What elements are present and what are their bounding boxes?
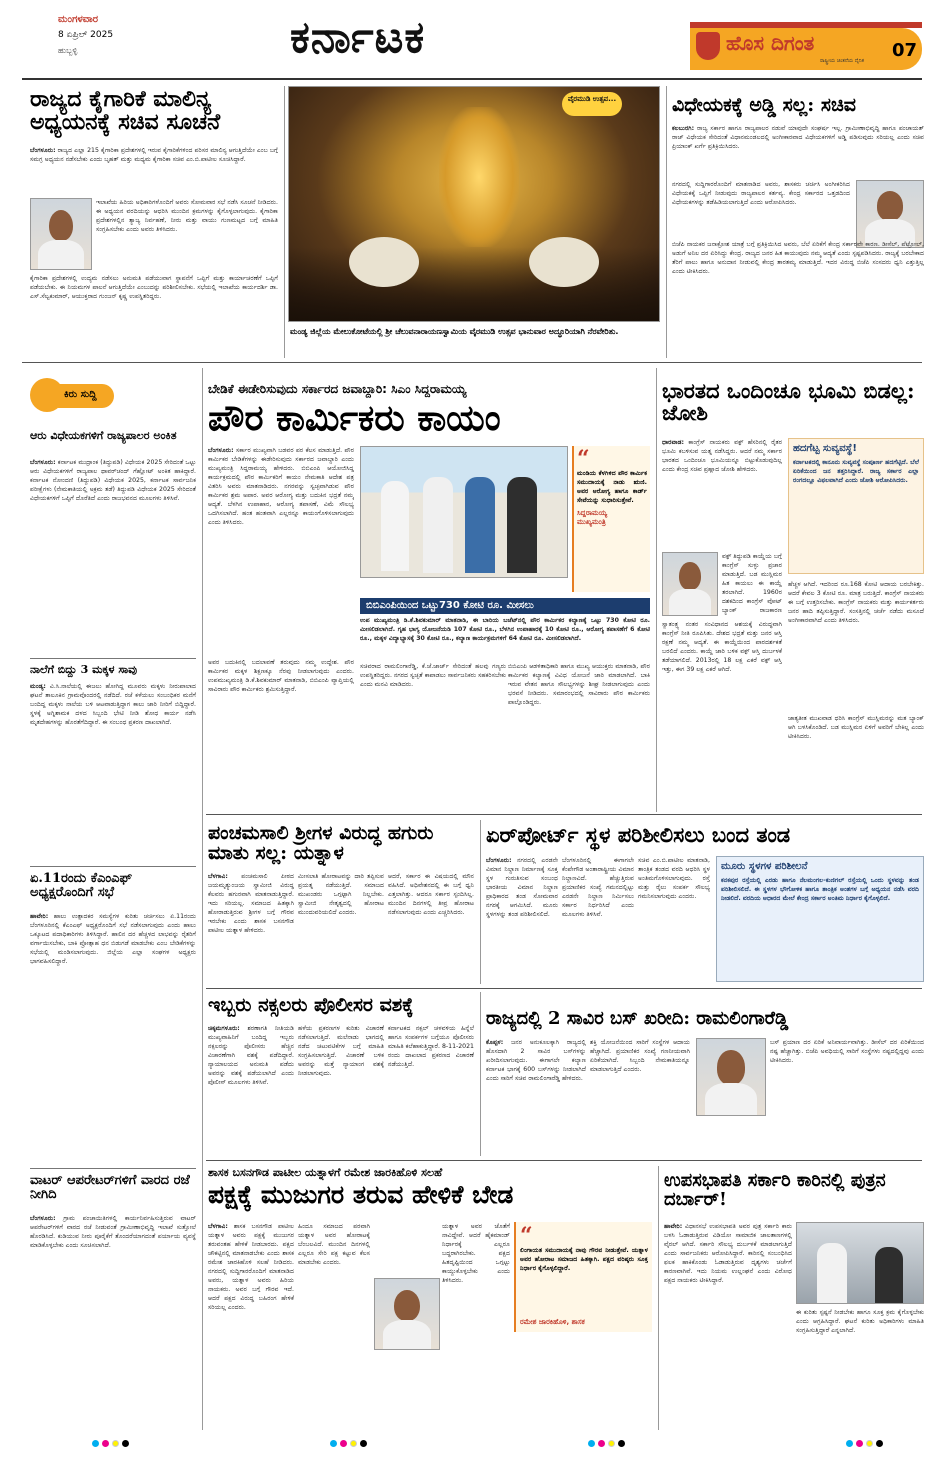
column-divider: [480, 992, 481, 1156]
pourakarmika-kicker: ಬೇಡಿಕೆ ಈಡೇರಿಸುವುದು ಸರ್ಕಾರದ ಜವಾಬ್ದಾರಿ: ಸಿಎಂ ಸಿದ್ದರಾಮಯ್ಯ: [208, 382, 467, 396]
pourakarmika-body-5: ಬಿಬಿಎಂಪಿ ಆಡಳಿತಾಧಿಕಾರಿ ಹಾಗೂ ಮುಖ್ಯ ಆಯುಕ್ತರು ಮಾತನಾಡಿ, ಪೌರ ಕಾರ್ಮಿಕರ ಕಲ್ಯಾಣಕ್ಕೆ ವಿವಿಧ ಯೋಜನೆ ಜಾರಿ ಮಾಡಲಾಗಿದೆ. ಬಾಕಿ ಇರುವ ವೇತನ ಹಾಗೂ ಸೌಲಭ್ಯಗಳನ್ನು ಶೀಘ್ರ ನೀಡಲಾಗುವುದು ಎಂದು ಭರವಸೆ ನೀಡಿದರು. ಸಮಾರಂಭದಲ್ಲಿ ಸಾವಿರಾರು ಪೌರ ಕಾರ್ಮಿಕರು ಪಾಲ್ಗೊಂಡಿದ್ದರು.: [508, 663, 650, 706]
column-divider: [202, 368, 203, 1430]
column-divider: [480, 820, 481, 984]
ceremony-photo: [360, 446, 568, 578]
pourakarmika-body-4: ಸಚಿವರಾದ ರಾಮಲಿಂಗಾರೆಡ್ಡಿ, ಕೆ.ಜೆ.ಜಾರ್ಜ್ ಸೇರಿದಂತೆ ಹಲವು ಗಣ್ಯರು ಉಪಸ್ಥಿತರಿದ್ದರು. ನಗರದ ಸ್ವಚ್ಛತೆ ಕಾಪಾಡಲು ಸಾರ್ವಜನಿಕರು ಸಹಕರಿಸಬೇಕು ಎಂದು ಮನವಿ ಮಾಡಿದರು.: [360, 663, 506, 688]
jarkiholi-photo: [374, 1278, 440, 1350]
bbmp-body: ಉಪ ಮುಖ್ಯಮಂತ್ರಿ ಡಿ.ಕೆ.ಶಿವಕುಮಾರ್ ಮಾತನಾಡಿ, ಈ ಬಾರಿಯ ಬಜೆಟ್‌ನಲ್ಲಿ ಪೌರ ಕಾರ್ಮಿಕರ ಕಲ್ಯಾಣಕ್ಕೆ ಒಟ್ಟು 730 ಕೋಟಿ ರೂ. ಮೀಸಲಿಡಲಾಗಿದೆ. ಗೃಹ ಭಾಗ್ಯ ಯೋಜನೆಯಡಿ 107 ಕೋಟಿ ರೂ., ಬೆಳಗಿನ ಉಪಾಹಾರಕ್ಕೆ 10 ಕೋಟಿ ರೂ., ಆರೋಗ್ಯ ತಪಾಸಣೆಗೆ 6 ಕೋಟಿ ರೂ., ಮಕ್ಕಳ ವಿದ್ಯಾಭ್ಯಾಸಕ್ಕೆ 30 ಕೋಟಿ ರೂ., ಕಲ್ಯಾಣ ಕಾರ್ಯಕ್ರಮಗಳಿಗೆ 64 ಕೋಟಿ ರೂ. ಮೀಸಲಿಡಲಾಗಿದೆ.: [360, 617, 650, 642]
item-rule: [30, 658, 196, 659]
jarkiholi-quote: ಲಿಂಗಾಯತ ಸಮುದಾಯಕ್ಕೆ ನಾವು ಗೌರವ ನೀಡುತ್ತೇವೆ. ಯತ್ನಾಳ ಅವರ ಹೋರಾಟ ಸಮಾಜದ ಹಿತಕ್ಕಾಗಿ. ಪಕ್ಷದ ವರಿಷ್ಠರು ಸೂಕ್ತ ನಿರ್ಧಾರ ಕೈಗೊಳ್ಳಲಿದ್ದಾರೆ.: [520, 1247, 648, 1272]
naxals-body-2: ಹಳೆಯ ಪ್ರಕರಣಗಳ ಕುರಿತು ವಿಚಾರಣೆ ನಡೆಸಲಾಗುತ್ತಿದೆ. ಮಲೆನಾಡು ಭಾಗದಲ್ಲಿ ನಡೆದ ಚಟುವಟಿಕೆಗಳ ಬಗ್ಗೆ ಮಾಹಿತಿ ಸಂಗ್ರಹಿಸಲಾಗುತ್ತಿದೆ. ವಿಚಾರಣೆ ಬಳಿಕ ಅವರನ್ನು ಮತ್ತೆ ನ್ಯಾಯಾಂಗ ವಶಕ್ಕೆ ನೀಡಲಾಗುವುದು.: [298, 1025, 384, 1077]
ramalingareddy-photo: [696, 1038, 766, 1116]
column-divider: [666, 86, 667, 358]
item-rule: [30, 1168, 196, 1169]
industry-headline: ರಾಜ್ಯದ ಕೈಗಾರಿಕೆ ಮಾಲಿನ್ಯ ಅಧ್ಯಯನಕ್ಕೆ ಸಚಿವ ಸೂಚನೆ: [30, 86, 221, 136]
bus-headline: ರಾಜ್ಯದಲ್ಲಿ 2 ಸಾವಿರ ಬಸ್ ಖರೀದಿ: ರಾಮಲಿಂಗಾರೆಡ್ಡಿ: [486, 1008, 789, 1029]
issue-day: ಮಂಗಳವಾರ: [58, 14, 99, 25]
cm-quote-by: ಸಿದ್ದರಾಮಯ್ಯ: [577, 509, 608, 517]
industry-body-1: ಬೆಂಗಳೂರು: ರಾಜ್ಯದ ಎಲ್ಲಾ 215 ಕೈಗಾರಿಕಾ ಪ್ರದೇಶಗಳಲ್ಲಿ ಇರುವ ಕೈಗಾರಿಕೆಗಳಿಂದ ಪರಿಸರ ಮಾಲಿನ್ಯ ಆಗುತ್ತಿದೆಯೇ ಎಂಬ ಬಗ್ಗೆ ಸಮಗ್ರ ಅಧ್ಯಯನ ನಡೆಸಬೇಕು ಎಂದು ಬೃಹತ್ ಮತ್ತು ಮಧ್ಯಮ ಕೈಗಾರಿಕಾ ಸಚಿವ ಎಂ.ಬಿ.ಪಾಟೀಲ ಸೂಚಿಸಿದ್ದಾರೆ.: [30, 147, 278, 163]
joshi-photo: [662, 552, 718, 616]
joshi-box-headline: ಹದಗೆಟ್ಟ ಸುವ್ಯವಸ್ಥೆ!: [793, 443, 857, 454]
airport-sidebar-box: [716, 856, 924, 982]
column-divider: [284, 86, 285, 358]
kiru-headline-2: ನಾಲೆಗೆ ಬಿದ್ದು 3 ಮಕ್ಕಳ ಸಾವು: [30, 663, 138, 676]
kiru-headline-1: ಆರು ವಿಧೇಯಕಗಳಿಗೆ ರಾಜ್ಯಪಾಲರ ಅಂಕಿತ: [30, 429, 177, 442]
pourakarmika-body-1: ಬೆಂಗಳೂರು: ಸರ್ಕಾರ ಮುಖ್ಯವಾಗಿ ಬಡವರ ಪರ ಕೆಲಸ ಮಾಡುತ್ತಿದೆ. ಪೌರ ಕಾರ್ಮಿಕರ ಬೇಡಿಕೆಗಳನ್ನು ಈಡೇರಿಸುವುದು ಸರ್ಕಾರದ ಜವಾಬ್ದಾರಿ ಎಂದು ಮುಖ್ಯಮಂತ್ರಿ ಸಿದ್ದರಾಮಯ್ಯ ಹೇಳಿದರು. ಬಿಬಿಎಂಪಿ ಆಯೋಜಿಸಿದ್ದ ಕಾರ್ಯಕ್ರಮದಲ್ಲಿ ಪೌರ ಕಾರ್ಮಿಕರಿಗೆ ಕಾಯಂ ನೇಮಕಾತಿ ಆದೇಶ ಪತ್ರ ವಿತರಿಸಿ ಅವರು ಮಾತನಾಡಿದರು. ನಗರವನ್ನು ಸ್ವಚ್ಛವಾಗಿಡುವ ಪೌರ ಕಾರ್ಮಿಕರ ಶ್ರಮ ಅಪಾರ. ಅವರ ಆರೋಗ್ಯ ಮತ್ತು ಬದುಕಿನ ಭದ್ರತೆ ನಮ್ಮ ಆದ್ಯತೆ. ಬೆಳಗಿನ ಉಪಾಹಾರ, ಆರೋಗ್ಯ ತಪಾಸಣೆ, ವಿಮೆ ಸೌಲಭ್ಯ ಒದಗಿಸಲಾಗಿದೆ. ಹಂತ ಹಂತವಾಗಿ ಎಲ್ಲರನ್ನೂ ಕಾಯಂಗೊಳಿಸಲಾಗುವುದು ಎಂದು ತಿಳಿಸಿದರು.: [208, 447, 354, 526]
cm-quote-box: [572, 446, 650, 592]
airport-body-2: ಬೆಂಗಳೂರಿನಲ್ಲಿ ಈಗಾಗಲೇ ಕೆಂಪೇಗೌಡ ಅಂತಾರಾಷ್ಟ್ರೀಯ ವಿಮಾನ ನಿಲ್ದಾಣವಿದೆ. ಹೆಚ್ಚುತ್ತಿರುವ ಪ್ರಯಾಣಿಕರ ಸಂಖ್ಯೆ ಗಮನದಲ್ಲಿಟ್ಟು ಎರಡನೇ ನಿಲ್ದಾಣ ನಿರ್ಮಿಸಲು ಸರ್ಕಾರ ನಿರ್ಧರಿಸಿದೆ ಎಂದು ಮೂಲಗಳು ತಿಳಿಸಿವೆ.: [562, 857, 634, 918]
darbar-body-1: ಹಾವೇರಿ: ವಿಧಾನಸಭೆ ಉಪಸಭಾಪತಿ ಅವರ ಪುತ್ರ ಸರ್ಕಾರಿ ಕಾರು ಬಳಸಿ ಓಡಾಡುತ್ತಿರುವ ವಿಡಿಯೋ ಸಾಮಾಜಿಕ ಜಾಲತಾಣಗಳಲ್ಲಿ ವೈರಲ್ ಆಗಿದೆ. ಸರ್ಕಾರಿ ಸೌಲಭ್ಯ ದುರ್ಬಳಕೆ ಮಾಡಲಾಗುತ್ತಿದೆ ಎಂದು ಸಾರ್ವಜನಿಕರು ಆರೋಪಿಸಿದ್ದಾರೆ. ಕಾರಿನಲ್ಲಿ ಸಂಬಂಧಿಸಿದ ಫಲಕ ಹಾಕಿಕೊಂಡು ಓಡಾಡುತ್ತಿರುವ ದೃಶ್ಯಗಳು ಚರ್ಚೆಗೆ ಕಾರಣವಾಗಿವೆ. ಇದು ನಿಯಮ ಉಲ್ಲಂಘನೆ ಎಂದು ವಿರೋಧ ಪಕ್ಷದ ನಾಯಕರು ಟೀಕಿಸಿದ್ದಾರೆ.: [664, 1223, 792, 1284]
item-rule: [30, 866, 196, 867]
bus-body-1: ಕೊಪ್ಪಳ: ಜನರ ಅನುಕೂಲಕ್ಕಾಗಿ ರಾಜ್ಯದಲ್ಲಿ ಹೊಸದಾಗಿ 2 ಸಾವಿರ ಬಸ್‌ಗಳನ್ನು ಖರೀದಿಸಲಾಗುವುದು. ಈಗಾಗಲೇ ಕಲ್ಯಾಣ ಕರ್ನಾಟಕ ಭಾಗಕ್ಕೆ 600 ಬಸ್‌ಗಳನ್ನು ನೀಡಲಾಗಿದೆ ಎಂದು ಸಾರಿಗೆ ಸಚಿವ ರಾಮಲಿಂಗಾರೆಡ್ಡಿ ಹೇಳಿದರು.: [486, 1039, 586, 1082]
cm-quote-role: ಮುಖ್ಯಮಂತ್ರಿ: [577, 518, 606, 526]
joshi-body-1: ಧಾರವಾಡ: ಕಾಂಗ್ರೆಸ್ ನಾಯಕರು ವಕ್ಫ್ ಹೆಸರಿನಲ್ಲಿ ರೈತರ ಭೂಮಿ ಕಬಳಿಸುವ ಯತ್ನ ನಡೆಸಿದ್ದರು. ಆದರೆ ನಮ್ಮ ಸರ್ಕಾರ ಭಾರತದ ಒಂದಿಂಚೂ ಭೂಮಿಯನ್ನೂ ಬಿಟ್ಟುಕೊಡುವುದಿಲ್ಲ ಎಂದು ಕೇಂದ್ರ ಸಚಿವ ಪ್ರಹ್ಲಾದ ಜೋಶಿ ಹೇಳಿದರು.: [662, 439, 782, 473]
joshi-body-3: ಸ್ವಾತಂತ್ರ್ಯ ನಂತರ ಸಂವಿಧಾನದ ಆಶಯಕ್ಕೆ ವಿರುದ್ಧವಾಗಿ ಕಾಂಗ್ರೆಸ್ ನೀತಿ ರೂಪಿಸಿತು. ದೇಶದ ಭದ್ರತೆ ಮತ್ತು ಜನರ ಆಸ್ತಿ ರಕ್ಷಣೆ ನಮ್ಮ ಆದ್ಯತೆ. ಈ ಕಾಯ್ದೆಯಿಂದ ಪಾರದರ್ಶಕತೆ ಬರಲಿದೆ ಎಂದರು. ಕಾಯ್ದೆ ಜಾರಿ ಬಳಿಕ ವಕ್ಫ್ ಆಸ್ತಿ ದುರ್ಬಳಕೆ ತಡೆಯಾಗಲಿದೆ. 2013ರಲ್ಲಿ 18 ಲಕ್ಷ ಎಕರೆ ವಕ್ಫ್ ಆಸ್ತಿ ಇತ್ತು, ಈಗ 39 ಲಕ್ಷ ಎಕರೆ ಆಗಿದೆ.: [662, 621, 782, 673]
panchamasali-body-1: ಬೆಳಗಾವಿ: ಪಂಚಮಸಾಲಿ ಪೀಠದ ಜಯಮೃತ್ಯುಂಜಯ ಸ್ವಾಮೀಜಿ ವಿರುದ್ಧ ಕೆಲವರು ಹಗುರವಾಗಿ ಮಾತನಾಡುತ್ತಿದ್ದಾರೆ. ಇದು ಸರಿಯಲ್ಲ. ಸಮಾಜದ ಹಿತಕ್ಕಾಗಿ ಹೋರಾಡುತ್ತಿರುವ ಶ್ರೀಗಳ ಬಗ್ಗೆ ಗೌರವ ಇರಬೇಕು ಎಂದು ಶಾಸಕ ಬಸನಗೌಡ ಪಾಟೀಲ ಯತ್ನಾಳ ಹೇಳಿದರು.: [208, 873, 294, 934]
brand-tagline: ರಾಷ್ಟ್ರೀಯ ಚಿಂತನೆಯ ದೈನಿಕ: [820, 58, 864, 64]
jarkiholi-kicker: ಶಾಸಕ ಬಸನಗೌಡ ಪಾಟೀಲ ಯತ್ನಾಳಗೆ ರಮೇಶ ಜಾರಕಿಹೊಳಿ ಸಲಹೆ: [208, 1166, 443, 1179]
car-photo: [796, 1222, 924, 1304]
industry-body-3: ಕೈಗಾರಿಕಾ ಪ್ರದೇಶಗಳಲ್ಲಿ ಉದ್ಯಮ ನಡೆಸಲು ಅನುಮತಿ ಪಡೆಯುವಾಗ ಸ್ಥಾಪನೆಗೆ ಒಪ್ಪಿಗೆ ಮತ್ತು ಕಾರ್ಯಾಚರಣೆಗೆ ಒಪ್ಪಿಗೆ ಪಡೆಯಬೇಕು. ಈ ನಿಯಮಗಳ ಪಾಲನೆ ಆಗುತ್ತಿದೆಯೇ ಎಂಬುದನ್ನು ಪರಿಶೀಲಿಸಬೇಕು. ಸಭೆಯಲ್ಲಿ ಇಲಾಖೆಯ ಕಾರ್ಯದರ್ಶಿ ಡಾ. ಎಸ್.ಸೆಲ್ವಕುಮಾರ್, ಆಯುಕ್ತರಾದ ಗುಂಜನ್ ಕೃಷ್ಣ ಉಪಸ್ಥಿತರಿದ್ದರು.: [30, 275, 278, 300]
cm-quote: ಮಂಡಿಯ ಕೆಳಗಿಳಿದ ಪೌರ ಕಾರ್ಮಿಕ ಸಮುದಾಯಕ್ಕೆ ನಾಡು ಋಣಿ. ಅವರ ಆರೋಗ್ಯ ಹಾಗೂ ಕಾರ್ಡ್ ಸೇವೆಯನ್ನು ಸುಧಾರಿಸುತ್ತೇವೆ.: [577, 470, 647, 504]
kiru-headline-4: ವಾಟರ್ ಆಪರೇಟರ್‌ಗಳಿಗೆ ವಾರದ ರಜೆ ನೀಗಿದಿ: [30, 1173, 190, 1202]
bills-body-3: ಬಿಜೆಪಿ ನಾಯಕರ ಜನಾಕ್ರೋಶ ಯಾತ್ರೆ ಬಗ್ಗೆ ಪ್ರತಿಕ್ರಿಯಿಸಿದ ಅವರು, ಬೆಲೆ ಏರಿಕೆಗೆ ಕೇಂದ್ರ ಸರ್ಕಾರವೇ ಕಾರಣ. ಡೀಸೆಲ್, ಪೆಟ್ರೋಲ್, ಅಡುಗೆ ಅನಿಲ ದರ ಏರಿಸಿದ್ದು ಕೇಂದ್ರ. ರಾಜ್ಯದ ಜನರ ಹಿತ ಕಾಯುವುದು ನಮ್ಮ ಆದ್ಯತೆ ಎಂದು ಸ್ಪಷ್ಟಪಡಿಸಿದರು. ರಾಜ್ಯಕ್ಕೆ ಬರಬೇಕಾದ ತೆರಿಗೆ ಪಾಲು ಹಾಗೂ ಅನುದಾನ ನೀಡುವಲ್ಲಿ ಕೇಂದ್ರ ತಾರತಮ್ಯ ಮಾಡುತ್ತಿದೆ. ಇದರ ವಿರುದ್ಧ ಬಿಜೆಪಿ ಸಂಸದರು ಧ್ವನಿ ಎತ್ತುತ್ತಿಲ್ಲ ಎಂದು ಟೀಕಿಸಿದರು.: [672, 241, 924, 275]
panchamasali-body-2: ಮೀಸಲಾತಿ ಹೋರಾಟವನ್ನು ದಾರಿ ತಪ್ಪಿಸುವ ಪ್ರಯತ್ನ ನಡೆಯುತ್ತಿದೆ. ಸಮಾಜದ ಮುಖಂಡರು ಒಗ್ಗಟ್ಟಾಗಿ ನಿಲ್ಲಬೇಕು. ಸ್ವಾಮೀಜಿ ನೇತೃತ್ವದಲ್ಲಿ ಹೋರಾಟ ಮುಂದುವರಿಯಲಿದೆ ಎಂದರು.: [298, 873, 384, 916]
section-title: ಕರ್ನಾಟಕ: [290, 12, 426, 63]
kiru-body-2: ಮಂಡ್ಯ: ವಿ.ಸಿ.ನಾಲೆಯಲ್ಲಿ ಈಜಲು ಹೋಗಿದ್ದ ಮೂವರು ಮಕ್ಕಳು ನೀರುಪಾಲಾದ ಘಟನೆ ತಾಲೂಕಿನ ಗ್ರಾಮವೊಂದರಲ್ಲಿ ನಡೆದಿದೆ. ರಜೆ ಕಳೆಯಲು ಸಂಬಂಧಿಕರ ಮನೆಗೆ ಬಂದಿದ್ದ ಮಕ್ಕಳು ನಾಲೆಯ ಬಳಿ ಆಟವಾಡುತ್ತಿದ್ದಾಗ ಕಾಲು ಜಾರಿ ನೀರಿಗೆ ಬಿದ್ದಿದ್ದಾರೆ. ಸ್ಥಳಕ್ಕೆ ಅಗ್ನಿಶಾಮಕ ದಳದ ಸಿಬ್ಬಂದಿ ಭೇಟಿ ನೀಡಿ ಶೋಧ ಕಾರ್ಯ ನಡೆಸಿ ಮೃತದೇಹಗಳನ್ನು ಹೊರತೆಗೆದಿದ್ದಾರೆ. ಈ ಸಂಬಂಧ ಪ್ರಕರಣ ದಾಖಲಾಗಿದೆ.: [30, 683, 196, 726]
bus-body-2: ಶಕ್ತಿ ಯೋಜನೆಯಿಂದ ಸಾರಿಗೆ ಸಂಸ್ಥೆಗಳ ಆದಾಯ ಹೆಚ್ಚಾಗಿದೆ. ಪ್ರಯಾಣಿಕರ ಸಂಖ್ಯೆ ಗಣನೀಯವಾಗಿ ಏರಿಕೆಯಾಗಿದೆ. ಸಿಬ್ಬಂದಿ ನೇಮಕಾತಿಯನ್ನೂ ಮಾಡಲಾಗುತ್ತಿದೆ ಎಂದರು.: [590, 1039, 690, 1073]
jarkiholi-body-3: ಯತ್ನಾಳ ಅವರ ಜೊತೆಗೆ ನಾವಿದ್ದೇವೆ. ಆದರೆ ಹೈಕಮಾಂಡ್ ನಿರ್ಧಾರಕ್ಕೆ ಎಲ್ಲರೂ ಬದ್ಧರಾಗಿರಬೇಕು. ಪಕ್ಷದ ಹಿತದೃಷ್ಟಿಯಿಂದ ಒಗ್ಗಟ್ಟು ಕಾಯ್ದುಕೊಳ್ಳಬೇಕು ಎಂದು ತಿಳಿಸಿದರು.: [442, 1223, 510, 1284]
airport-box-body: ಕನಕಪುರ ರಸ್ತೆಯಲ್ಲಿ ಎರಡು ಹಾಗೂ ನೆಲಮಂಗಲ-ಕುಣಿಗಲ್ ರಸ್ತೆಯಲ್ಲಿ ಒಂದು ಸ್ಥಳವನ್ನು ತಂಡ ಪರಿಶೀಲಿಸಲಿದೆ. ಈ ಸ್ಥಳಗಳ ಭೌಗೋಳಿಕ ಹಾಗೂ ತಾಂತ್ರಿಕ ಅಂಶಗಳ ಬಗ್ಗೆ ಅಧ್ಯಯನ ನಡೆಸಿ ವರದಿ ನೀಡಲಿದೆ. ವರದಿಯ ಆಧಾರದ ಮೇಲೆ ಕೇಂದ್ರ ಸರ್ಕಾರ ಅಂತಿಮ ನಿರ್ಧಾರ ಕೈಗೊಳ್ಳಲಿದೆ.: [721, 877, 919, 902]
kiru-headline-3: ಏ.11ರಂದು ಕೆಎಂಎಫ್ ಅಧ್ಯಕ್ಷರೊಂದಿಗೆ ಸಭೆ: [30, 871, 133, 900]
joshi-body-4: ಹೆಚ್ಚಳ ಆಗಿದೆ. ಇದರಿಂದ ರೂ.168 ಕೋಟಿ ಆದಾಯ ಬರಬೇಕಿತ್ತು. ಆದರೆ ಕೇವಲ 3 ಕೋಟಿ ರೂ. ಮಾತ್ರ ಬರುತ್ತಿದೆ. ಕಾಂಗ್ರೆಸ್ ನಾಯಕರು ಈ ಬಗ್ಗೆ ಉತ್ತರಿಸಬೇಕು. ಕಾಂಗ್ರೆಸ್ ನಾಯಕರು ಮತ್ತು ಕಾರ್ಯಕರ್ತರು ಜನರ ಹಾದಿ ತಪ್ಪಿಸುತ್ತಿದ್ದಾರೆ. ಸಂಸತ್ತಿನಲ್ಲಿ ಚರ್ಚೆ ನಡೆದು ಮಸೂದೆ ಅಂಗೀಕಾರವಾಗಿದೆ ಎಂದು ತಿಳಿಸಿದರು.: [788, 581, 924, 624]
naxals-body-3: ಕರ್ನಾಟಕದ ನಕ್ಸಲ್ ಚಳವಳಿಯ ಹಿನ್ನೆಲೆ ಹಾಗೂ ಸಂಪರ್ಕಗಳ ಬಗ್ಗೆಯೂ ಪೊಲೀಸರು ಮಾಹಿತಿ ಕಲೆಹಾಕುತ್ತಿದ್ದಾರೆ. 8-11-2021 ರಂದು ದಾಖಲಾದ ಪ್ರಕರಣದ ವಿಚಾರಣೆ ನಡೆಯುತ್ತಿದೆ.: [388, 1025, 474, 1068]
row-rule: [206, 814, 922, 815]
joshi-body-2: ವಕ್ಫ್ ತಿದ್ದುಪಡಿ ಕಾಯ್ದೆಯ ಬಗ್ಗೆ ಕಾಂಗ್ರೆಸ್ ಸುಳ್ಳು ಪ್ರಚಾರ ಮಾಡುತ್ತಿದೆ. ಬಡ ಮುಸ್ಲಿಮರ ಹಿತ ಕಾಯಲು ಈ ಕಾಯ್ದೆ ತರಲಾಗಿದೆ. 1960ರ ದಶಕದಿಂದ ಕಾಂಗ್ರೆಸ್ ವೋಟ್ ಬ್ಯಾಂಕ್ ರಾಜಕಾರಣ: [722, 553, 782, 614]
quote-mark-icon: “: [577, 446, 590, 472]
bills-body-2: ನಗರದಲ್ಲಿ ಸುದ್ದಿಗಾರರೊಂದಿಗೆ ಮಾತನಾಡಿದ ಅವರು, ಶಾಸಕರು ಚರ್ಚಿಸಿ ಅಂಗೀಕರಿಸಿದ ವಿಧೇಯಕಕ್ಕೆ ಒಪ್ಪಿಗೆ ನೀಡುವುದು ರಾಜ್ಯಪಾಲರ ಕರ್ತವ್ಯ. ಕೇಂದ್ರ ಸರ್ಕಾರದ ಒತ್ತಡದಿಂದ ವಿಧೇಯಕಗಳನ್ನು ತಡೆಹಿಡಿಯಲಾಗುತ್ತಿದೆ ಎಂದು ಆರೋಪಿಸಿದರು.: [672, 181, 850, 206]
joshi-box-body: ಕರ್ನಾಟಕದಲ್ಲಿ ಕಾನೂನು ಸುವ್ಯವಸ್ಥೆ ಸಂಪೂರ್ಣ ಹದಗೆಟ್ಟಿದೆ. ಬೆಲೆ ಏರಿಕೆಯಿಂದ ಜನ ತತ್ತರಿಸಿದ್ದಾರೆ. ರಾಜ್ಯ ಸರ್ಕಾರ ಎಲ್ಲಾ ರಂಗದಲ್ಲೂ ವಿಫಲವಾಗಿದೆ ಎಂದು ಜೋಶಿ ಆರೋಪಿಸಿದರು.: [793, 459, 919, 484]
airport-headline: ಏರ್‌ಪೋರ್ಟ್ ಸ್ಥಳ ಪರಿಶೀಲಿಸಲು ಬಂದ ತಂಡ: [486, 822, 791, 847]
bills-body-1: ಕಲಬುರಗಿ: ರಾಜ್ಯ ಸರ್ಕಾರ ಹಾಗೂ ರಾಜ್ಯಪಾಲರ ನಡುವೆ ಯಾವುದೇ ಸಂಘರ್ಷ ಇಲ್ಲ. ಗ್ರಾಮೀಣಾಭಿವೃದ್ಧಿ ಹಾಗೂ ಪಂಚಾಯತ್ ರಾಜ್ ವಿಧೇಯಕ ಸೇರಿದಂತೆ ವಿಧಾನಮಂಡಲದಲ್ಲಿ ಅಂಗೀಕಾರವಾದ ವಿಧೇಯಕಗಳಿಗೆ ಅಡ್ಡಿ ಪಡಿಸುವುದು ಸರಿಯಲ್ಲ ಎಂದು ಸಚಿವ ಪ್ರಿಯಾಂಕ್ ಖರ್ಗೆ ಪ್ರತಿಕ್ರಿಯಿಸಿದರು.: [672, 125, 924, 150]
festival-tag: ವೈರಮುಡಿ ಉತ್ಸವ...: [562, 92, 622, 116]
naxals-headline: ಇಬ್ಬರು ನಕ್ಸಲರು ಪೊಲೀಸರ ವಶಕ್ಕೆ: [208, 994, 414, 1016]
kiru-label: ಕಿರು ಸುದ್ದಿ: [58, 384, 114, 408]
jarkiholi-quote-box: [514, 1222, 652, 1332]
row-rule: [22, 362, 922, 363]
edition-city: ಹುಬ್ಬಳ್ಳಿ: [58, 46, 78, 55]
row-rule: [206, 1160, 922, 1161]
kiru-body-1: ಬೆಂಗಳೂರು: ಕರ್ನಾಟಕ ಮುದ್ರಾಂಕ (ತಿದ್ದುಪಡಿ) ವಿಧೇಯಕ 2025 ಸೇರಿದಂತೆ ಒಟ್ಟು ಆರು ವಿಧೇಯಕಗಳಿಗೆ ರಾಜ್ಯಪಾಲ ಥಾವರ್‌ಚಂದ್ ಗೆಹ್ಲೋಟ್ ಅಂಕಿತ ಹಾಕಿದ್ದಾರೆ. ಕರ್ನಾಟಕ ನೋಂದಣಿ (ತಿದ್ದುಪಡಿ) ವಿಧೇಯಕ 2025, ಕರ್ನಾಟಕ ಸಾರ್ವಜನಿಕ ಪರೀಕ್ಷೆಗಳು (ನೇಮಕಾತಿಯಲ್ಲಿ ಅಕ್ರಮ ತಡೆ) ತಿದ್ದುಪಡಿ ವಿಧೇಯಕ 2025 ಸೇರಿದಂತೆ ವಿಧೇಯಕಗಳಿಗೆ ಒಪ್ಪಿಗೆ ದೊರೆತಿದೆ ಎಂದು ರಾಜಭವನದ ಮೂಲಗಳು ತಿಳಿಸಿವೆ.: [30, 459, 196, 502]
bills-headline: ವಿಧೇಯಕಕ್ಕೆ ಅಡ್ಡಿ ಸಲ್ಲ: ಸಚಿವ: [672, 94, 856, 116]
panchamasali-headline: ಪಂಚಮಸಾಲಿ ಶ್ರೀಗಳ ವಿರುದ್ಧ ಹಗುರು ಮಾತು ಸಲ್ಲ: ಯತ್ನಾಳ: [208, 822, 434, 864]
pourakarmika-body-3: ಅವರ ಬದುಕಿನಲ್ಲಿ ಬದಲಾವಣೆ ತರುವುದು ನಮ್ಮ ಉದ್ದೇಶ. ಪೌರ ಕಾರ್ಮಿಕರ ಮಕ್ಕಳ ಶಿಕ್ಷಣಕ್ಕೂ ನೆರವು ನೀಡಲಾಗುವುದು ಎಂದರು. ಉಪಮುಖ್ಯಮಂತ್ರಿ ಡಿ.ಕೆ.ಶಿವಕುಮಾರ್ ಮಾತನಾಡಿ, ಬಿಬಿಎಂಪಿ ವ್ಯಾಪ್ತಿಯಲ್ಲಿ ಸಾವಿರಾರು ಪೌರ ಕಾರ್ಮಿಕರು ಶ್ರಮಿಸುತ್ತಿದ್ದಾರೆ.: [208, 659, 354, 693]
joshi-body-5: ಜಾತ್ಯತೀತ ಮುಖವಾಡ ಧರಿಸಿ ಕಾಂಗ್ರೆಸ್ ಮುಸ್ಲಿಮರನ್ನು ಮತ ಬ್ಯಾಂಕ್ ಆಗಿ ಬಳಸಿಕೊಂಡಿದೆ. ಬಡ ಮುಸ್ಲಿಮರ ಏಳಿಗೆ ಅವರಿಗೆ ಬೇಕಿಲ್ಲ ಎಂದು ಟೀಕಿಸಿದರು.: [788, 715, 924, 740]
column-divider: [656, 368, 657, 812]
industry-body-2: ಇಲಾಖೆಯ ಹಿರಿಯ ಅಧಿಕಾರಿಗಳೊಂದಿಗೆ ಅವರು ಸೋಮವಾರ ಸಭೆ ನಡೆಸಿ ಸೂಚನೆ ನೀಡಿದರು. ಈ ಅಧ್ಯಯನ ವರದಿಯನ್ನು ಆಧರಿಸಿ ಮುಂದಿನ ಕ್ರಮಗಳನ್ನು ಕೈಗೊಳ್ಳಲಾಗುವುದು. ಕೈಗಾರಿಕಾ ಪ್ರದೇಶಗಳಲ್ಲಿನ ತ್ಯಾಜ್ಯ ನಿರ್ವಹಣೆ, ನೀರು ಮತ್ತು ವಾಯು ಗುಣಮಟ್ಟದ ಬಗ್ಗೆ ಮಾಹಿತಿ ಸಂಗ್ರಹಿಸಬೇಕು ಎಂದು ಅವರು ತಿಳಿಸಿದರು.: [96, 199, 278, 233]
kiru-body-3: ಹಾವೇರಿ: ಹಾಲು ಉತ್ಪಾದಕರ ಸಮಸ್ಯೆಗಳ ಕುರಿತು ಚರ್ಚಿಸಲು ಏ.11ರಂದು ಬೆಂಗಳೂರಿನಲ್ಲಿ ಕೆಎಂಎಫ್ ಅಧ್ಯಕ್ಷರೊಂದಿಗೆ ಸಭೆ ನಡೆಸಲಾಗುವುದು ಎಂದು ಹಾಲು ಒಕ್ಕೂಟದ ಪದಾಧಿಕಾರಿಗಳು ತಿಳಿಸಿದ್ದಾರೆ. ಹಾಲಿನ ದರ ಹೆಚ್ಚಳದ ಲಾಭವನ್ನು ರೈತರಿಗೆ ವರ್ಗಾಯಿಸಬೇಕು, ಬಾಕಿ ಪ್ರೋತ್ಸಾಹ ಧನ ಬಿಡುಗಡೆ ಮಾಡಬೇಕು ಎಂಬ ಬೇಡಿಕೆಗಳನ್ನು ಸಭೆಯಲ್ಲಿ ಮಂಡಿಸಲಾಗುವುದು. ಜಿಲ್ಲೆಯ ಎಲ್ಲಾ ಸಂಘಗಳ ಅಧ್ಯಕ್ಷರು ಭಾಗವಹಿಸಲಿದ್ದಾರೆ.: [30, 913, 196, 965]
masthead-rule: [22, 78, 922, 80]
bus-body-3: ಬಸ್ ಪ್ರಯಾಣ ದರ ಏರಿಕೆ ಅನಿವಾರ್ಯವಾಗಿತ್ತು. ಡೀಸೆಲ್ ದರ ಏರಿಕೆಯಿಂದ ನಷ್ಟ ಹೆಚ್ಚಾಗಿತ್ತು. ಬಿಜೆಪಿ ಅವಧಿಯಲ್ಲಿ ಸಾರಿಗೆ ಸಂಸ್ಥೆಗಳು ನಷ್ಟದಲ್ಲಿದ್ದವು ಎಂದು ಟೀಕಿಸಿದರು.: [770, 1039, 924, 1064]
jarkiholi-quote-by: ರಮೇಶ ಜಾರಕಿಹೊಳಿ, ಶಾಸಕ: [520, 1318, 585, 1326]
row-rule: [206, 988, 922, 989]
kiru-body-4: ಬೆಂಗಳೂರು: ಗ್ರಾಮ ಪಂಚಾಯಿತಿಗಳಲ್ಲಿ ಕಾರ್ಯನಿರ್ವಹಿಸುತ್ತಿರುವ ವಾಟರ್ ಆಪರೇಟರ್‌ಗಳಿಗೆ ವಾರದ ರಜೆ ನೀಡುವಂತೆ ಗ್ರಾಮೀಣಾಭಿವೃದ್ಧಿ ಇಲಾಖೆ ಸುತ್ತೋಲೆ ಹೊರಡಿಸಿದೆ. ಕುಡಿಯುವ ನೀರು ಪೂರೈಕೆಗೆ ತೊಂದರೆಯಾಗದಂತೆ ಪರ್ಯಾಯ ವ್ಯವಸ್ಥೆ ಮಾಡಿಕೊಳ್ಳಬೇಕು ಎಂದು ಸೂಚಿಸಲಾಗಿದೆ.: [30, 1215, 196, 1249]
panchamasali-body-3: ಆದರೆ, ಸರ್ಕಾರ ಈ ವಿಷಯದಲ್ಲಿ ಮೌನ ವಹಿಸಿದೆ. ಅಧಿವೇಶನದಲ್ಲಿ ಈ ಬಗ್ಗೆ ಧ್ವನಿ ಎತ್ತಲಾಗಿತ್ತು. ಆದರೂ ಸರ್ಕಾರ ಸ್ಪಂದಿಸಿಲ್ಲ. ಮುಂದಿನ ದಿನಗಳಲ್ಲಿ ತೀವ್ರ ಹೋರಾಟ ನಡೆಸಲಾಗುವುದು ಎಂದು ಎಚ್ಚರಿಸಿದರು.: [388, 873, 474, 916]
naxals-body-1: ಚಿಕ್ಕಮಗಳೂರು: ಶರಣಾಗತಿ ನೀತಿಯಡಿ ಮುಖ್ಯವಾಹಿನಿಗೆ ಬಂದಿದ್ದ ಇಬ್ಬರು ನಕ್ಸಲರನ್ನು ಪೊಲೀಸರು ಹೆಚ್ಚಿನ ವಿಚಾರಣೆಗಾಗಿ ವಶಕ್ಕೆ ಪಡೆದಿದ್ದಾರೆ. ನ್ಯಾಯಾಲಯದ ಅನುಮತಿ ಪಡೆದು ಅವರನ್ನು ವಶಕ್ಕೆ ಪಡೆಯಲಾಗಿದೆ ಎಂದು ಪೊಲೀಸ್ ಮೂಲಗಳು ತಿಳಿಸಿವೆ.: [208, 1025, 294, 1086]
column-divider: [658, 1166, 659, 1430]
minister-photo: [856, 180, 924, 248]
issue-date: 8 ಏಪ್ರಿಲ್ 2025: [58, 30, 114, 40]
brand-name: ಹೊಸ ದಿಗಂತ: [726, 31, 815, 55]
pourakarmika-headline: ಪೌರ ಕಾರ್ಮಿಕರು ಕಾಯಂ: [208, 397, 501, 439]
page-number: 07: [892, 40, 918, 61]
jarkiholi-body-1: ಬೆಳಗಾವಿ: ಶಾಸಕ ಬಸನಗೌಡ ಪಾಟೀಲ ಯತ್ನಾಳ ಅವರು ಪಕ್ಷಕ್ಕೆ ಮುಜುಗರ ತರುವಂತಹ ಹೇಳಿಕೆ ನೀಡಬಾರದು. ಪಕ್ಷದ ಚೌಕಟ್ಟಿನಲ್ಲಿ ಮಾತನಾಡಬೇಕು ಎಂದು ಶಾಸಕ ರಮೇಶ ಜಾರಕಿಹೊಳಿ ಸಲಹೆ ನೀಡಿದರು. ನಗರದಲ್ಲಿ ಸುದ್ದಿಗಾರರೊಂದಿಗೆ ಮಾತನಾಡಿದ ಅವರು, ಯತ್ನಾಳ ಅವರು ಹಿರಿಯ ನಾಯಕರು. ಅವರ ಬಗ್ಗೆ ಗೌರವ ಇದೆ. ಆದರೆ ಪಕ್ಷದ ವಿರುದ್ಧ ಬಹಿರಂಗ ಹೇಳಿಕೆ ಸರಿಯಲ್ಲ ಎಂದರು.: [208, 1223, 294, 1311]
minister-photo: [30, 198, 92, 270]
darbar-headline: ಉಪಸಭಾಪತಿ ಸರ್ಕಾರಿ ಕಾರಿನಲ್ಲಿ ಪುತ್ರನ ದರ್ಬಾರ್!: [664, 1170, 886, 1210]
jarkiholi-body-2a: ಹಿಂದೂ ಸಮಾಜದ ಪರವಾಗಿ ಯತ್ನಾಳ ಅವರ ಹೋರಾಟಕ್ಕೆ ಬೆಂಬಲವಿದೆ. ಮುಂದಿನ ದಿನಗಳಲ್ಲಿ ಎಲ್ಲರೂ ಸೇರಿ ಪಕ್ಷ ಕಟ್ಟುವ ಕೆಲಸ ಮಾಡಬೇಕು ಎಂದರು.: [298, 1223, 370, 1266]
brand-logo-icon: [696, 32, 720, 60]
festival-photo: [288, 86, 660, 322]
joshi-sidebar-box: [788, 438, 924, 574]
quote-mark-icon: “: [520, 1223, 533, 1249]
airport-body-3: ಸಚಿವ ಎಂ.ಬಿ.ಪಾಟೀಲ ಮಾತನಾಡಿ, ತಾಂತ್ರಿಕ ತಂಡದ ವರದಿ ಆಧರಿಸಿ ಸ್ಥಳ ಅಂತಿಮಗೊಳಿಸಲಾಗುವುದು. ರಸ್ತೆ ಮತ್ತು ರೈಲು ಸಂಪರ್ಕ ಸೌಲಭ್ಯ ಗಮನಿಸಲಾಗುವುದು ಎಂದರು.: [638, 857, 710, 900]
bbmp-subheadline: ಬಿಬಿಎಂಪಿಯಿಂದ ಒಟ್ಟು730 ಕೋಟಿ ರೂ. ಮೀಸಲು: [360, 598, 650, 614]
airport-body-1: ಬೆಂಗಳೂರು: ನಗರದಲ್ಲಿ ಎರಡನೇ ವಿಮಾನ ನಿಲ್ದಾಣ ನಿರ್ಮಾಣಕ್ಕೆ ಸೂಕ್ತ ಸ್ಥಳ ಗುರುತಿಸುವ ಸಂಬಂಧ ಭಾರತೀಯ ವಿಮಾನ ನಿಲ್ದಾಣ ಪ್ರಾಧಿಕಾರದ ತಂಡ ಸೋಮವಾರ ನಗರಕ್ಕೆ ಆಗಮಿಸಿದೆ. ಮೂರು ಸ್ಥಳಗಳನ್ನು ತಂಡ ಪರಿಶೀಲಿಸಲಿದೆ.: [486, 857, 558, 918]
airport-box-headline: ಮೂರು ಸ್ಥಳಗಳ ಪರಿಶೀಲನೆ: [721, 861, 808, 872]
darbar-body-3: ಈ ಕುರಿತು ಸ್ಪಷ್ಟನೆ ನೀಡಬೇಕು ಹಾಗೂ ಸೂಕ್ತ ಕ್ರಮ ಕೈಗೊಳ್ಳಬೇಕು ಎಂದು ಆಗ್ರಹಿಸಿದ್ದಾರೆ. ಘಟನೆ ಕುರಿತು ಅಧಿಕಾರಿಗಳು ಮಾಹಿತಿ ಸಂಗ್ರಹಿಸುತ್ತಿದ್ದಾರೆ ಎನ್ನಲಾಗಿದೆ.: [796, 1309, 924, 1334]
jarkiholi-headline: ಪಕ್ಷಕ್ಕೆ ಮುಜುಗರ ತರುವ ಹೇಳಿಕೆ ಬೇಡ: [208, 1180, 514, 1209]
joshi-headline: ಭಾರತದ ಒಂದಿಂಚೂ ಭೂಮಿ ಬಿಡಲ್ಲ: ಜೋಶಿ: [662, 378, 915, 426]
festival-caption: ಮಂಡ್ಯ ಜಿಲ್ಲೆಯ ಮೇಲುಕೋಟೆಯಲ್ಲಿ ಶ್ರೀ ಚೆಲುವನಾರಾಯಣಸ್ವಾಮಿಯ ವೈರಮುಡಿ ಉತ್ಸವ ಭಾನುವಾರ ಅದ್ಧೂರಿಯಾಗಿ ನೆರವೇರಿತು.: [290, 327, 619, 336]
